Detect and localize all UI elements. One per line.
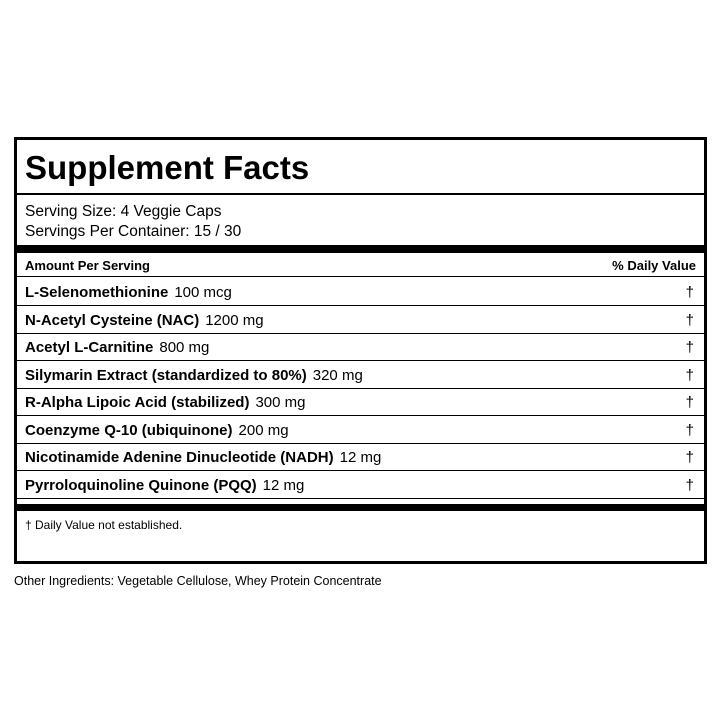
ingredient-amount: 12 mg (262, 477, 305, 494)
ingredient-row (17, 389, 704, 416)
ingredient-name: Silymarin Extract (standardized to 80%) (25, 367, 307, 384)
supplement-facts-panel (14, 137, 707, 564)
daily-value-dagger: † (685, 449, 694, 466)
ingredient-name: L-Selenomethionine (25, 284, 169, 301)
ingredient-row (17, 444, 704, 471)
other-ingredients: Other Ingredients: Vegetable Cellulose, Whey Protein Concentrate (14, 574, 382, 588)
ingredient-row (17, 472, 704, 499)
ingredient-amount: 200 mg (238, 422, 289, 439)
panel-title: Supplement Facts (25, 149, 310, 186)
daily-value-dagger: † (685, 477, 694, 494)
row-divider (17, 276, 704, 277)
ingredient-amount: 800 mg (159, 339, 210, 356)
daily-value-dagger: † (685, 312, 694, 329)
amount-per-serving-header: Amount Per Serving (25, 258, 150, 273)
ingredient-row (17, 417, 704, 444)
serving-size: Serving Size: 4 Veggie Caps (25, 203, 222, 220)
ingredient-row (17, 307, 704, 334)
daily-value-dagger: † (685, 339, 694, 356)
thick-divider-bottom (17, 504, 704, 511)
daily-value-dagger: † (685, 394, 694, 411)
column-header-row (17, 255, 704, 275)
thick-divider-top (17, 245, 704, 253)
ingredient-amount: 300 mg (255, 394, 306, 411)
ingredient-amount: 1200 mg (205, 312, 264, 329)
daily-value-header: % Daily Value (612, 258, 696, 273)
daily-value-dagger: † (685, 367, 694, 384)
ingredient-row (17, 279, 704, 306)
ingredient-amount: 100 mcg (174, 284, 232, 301)
ingredient-row (17, 362, 704, 389)
ingredient-amount: 12 mg (339, 449, 382, 466)
ingredient-name: Acetyl L-Carnitine (25, 339, 154, 356)
ingredient-row (17, 334, 704, 361)
daily-value-footnote: † Daily Value not established. (25, 518, 183, 532)
ingredient-name: Pyrroloquinoline Quinone (PQQ) (25, 477, 257, 494)
servings-per-container: Servings Per Container: 15 / 30 (25, 223, 242, 240)
ingredient-name: R-Alpha Lipoic Acid (stabilized) (25, 394, 250, 411)
row-divider (17, 498, 704, 499)
row-divider (17, 360, 704, 361)
ingredient-amount: 320 mg (312, 367, 363, 384)
daily-value-dagger: † (685, 422, 694, 439)
divider-under-title (17, 193, 704, 195)
row-divider (17, 415, 704, 416)
row-divider (17, 305, 704, 306)
ingredient-name: Coenzyme Q-10 (ubiquinone) (25, 422, 233, 439)
daily-value-dagger: † (685, 284, 694, 301)
ingredient-name: N-Acetyl Cysteine (NAC) (25, 312, 200, 329)
ingredient-name: Nicotinamide Adenine Dinucleotide (NADH) (25, 449, 334, 466)
row-divider (17, 470, 704, 471)
